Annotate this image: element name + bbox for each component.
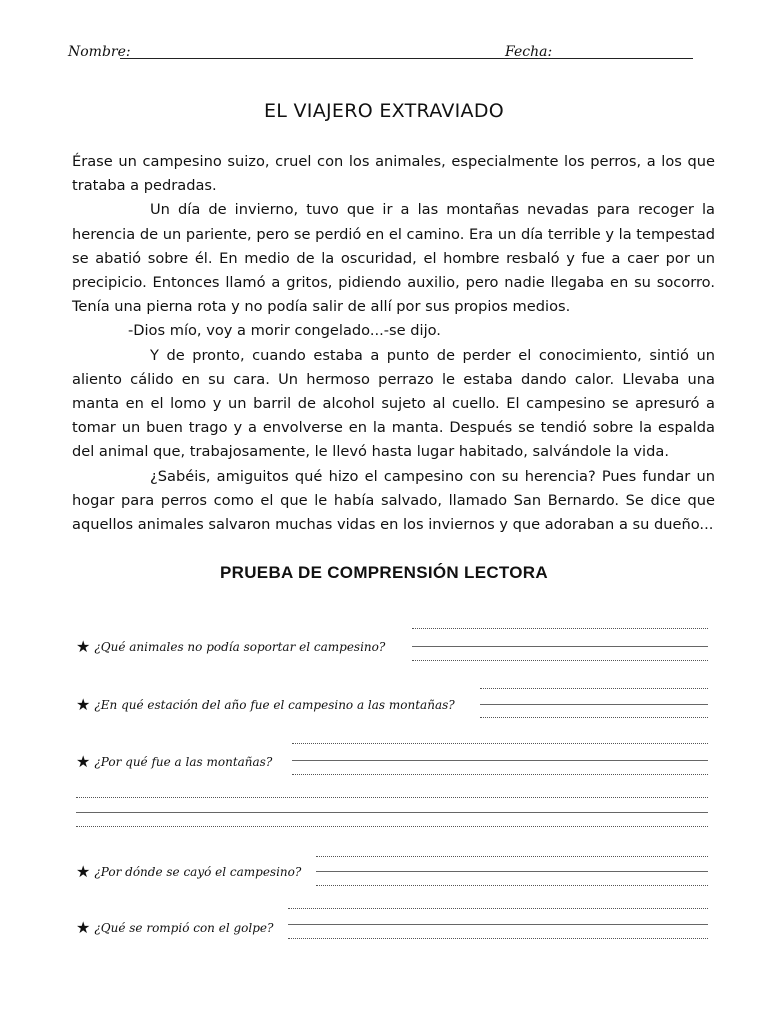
story-paragraph: -Dios mío, voy a morir congelado...-se dijo. [128,322,441,340]
story-text [72,150,715,537]
star-icon: ★ [76,695,91,714]
story-paragraph: ¿Sabéis, amiguitos qué hizo el campesino con su herencia? Pues fundar un hogar para perros como el que le había salvado, llamado San Bernardo. Se dice que aquellos animales salvaron muchas vidas en los inviernos y que adoraban a su dueño... [72,467,715,534]
answer-line[interactable] [316,871,708,872]
answer-line[interactable] [480,704,708,705]
answer-line[interactable] [412,660,708,661]
question-text: ¿En qué estación del año fue el campesino a las montañas? [94,698,455,712]
answer-line[interactable] [76,826,708,827]
question-text: ¿Qué se rompió con el golpe? [94,921,274,935]
answer-line[interactable] [316,856,708,857]
question-1 [76,637,385,656]
answer-line[interactable] [316,885,708,886]
answer-line[interactable] [288,908,708,909]
answer-line[interactable] [292,774,708,775]
answer-line[interactable] [292,760,708,761]
question-5 [76,918,273,937]
answer-line[interactable] [292,743,708,744]
star-icon: ★ [76,637,91,656]
date-field-line[interactable] [543,58,693,59]
question-text: ¿Por dónde se cayó el campesino? [94,865,302,879]
question-3 [76,752,272,771]
star-icon: ★ [76,918,91,937]
comprehension-test-title: PRUEBA DE COMPRENSIÓN LECTORA [220,563,548,582]
worksheet-header [68,44,693,66]
name-field-line[interactable] [120,58,560,59]
story-title: EL VIAJERO EXTRAVIADO [263,100,505,122]
answer-line[interactable] [288,924,708,925]
question-text: ¿Qué animales no podía soportar el campesino? [94,640,386,654]
answer-line[interactable] [288,938,708,939]
answer-line[interactable] [412,628,708,629]
answer-line[interactable] [76,812,708,813]
question-text: ¿Por qué fue a las montañas? [94,755,273,769]
story-paragraph: Y de pronto, cuando estaba a punto de perder el conocimiento, sintió un aliento cálido en su cara. Un hermoso perrazo le estaba dando calor. Llevaba una manta en el lomo y un barril de alcohol sujeto al cuello. El campesino se apresuró a tomar un buen trago y a envolverse en la manta. Después se tendió sobre la espalda del animal que, trabajosamente, le llevó hasta lugar habitado, salvándole la vida. [72,346,715,461]
story-paragraph: Érase un campesino suizo, cruel con los animales, especialmente los perros, a los que trataba a pedradas. [72,153,715,195]
star-icon: ★ [76,862,91,881]
answer-line[interactable] [76,797,708,798]
question-2 [76,695,455,714]
answer-line[interactable] [412,646,708,647]
story-paragraph: Un día de invierno, tuvo que ir a las montañas nevadas para recoger la herencia de un pariente, pero se perdió en el camino. Era un día terrible y la tempestad se abatió sobre él. En medio de la oscuridad, el hombre resbaló y fue a caer por un precipicio. Entonces llamó a gritos, pidiendo auxilio, pero nadie llegaba en su socorro. Tenía una pierna rota y no podía salir de allí por sus propios medios. [72,201,715,316]
question-4 [76,862,301,881]
date-label: Fecha: [505,44,553,60]
answer-line[interactable] [480,688,708,689]
answer-line[interactable] [480,717,708,718]
name-label: Nombre: [68,44,131,60]
star-icon: ★ [76,752,91,771]
